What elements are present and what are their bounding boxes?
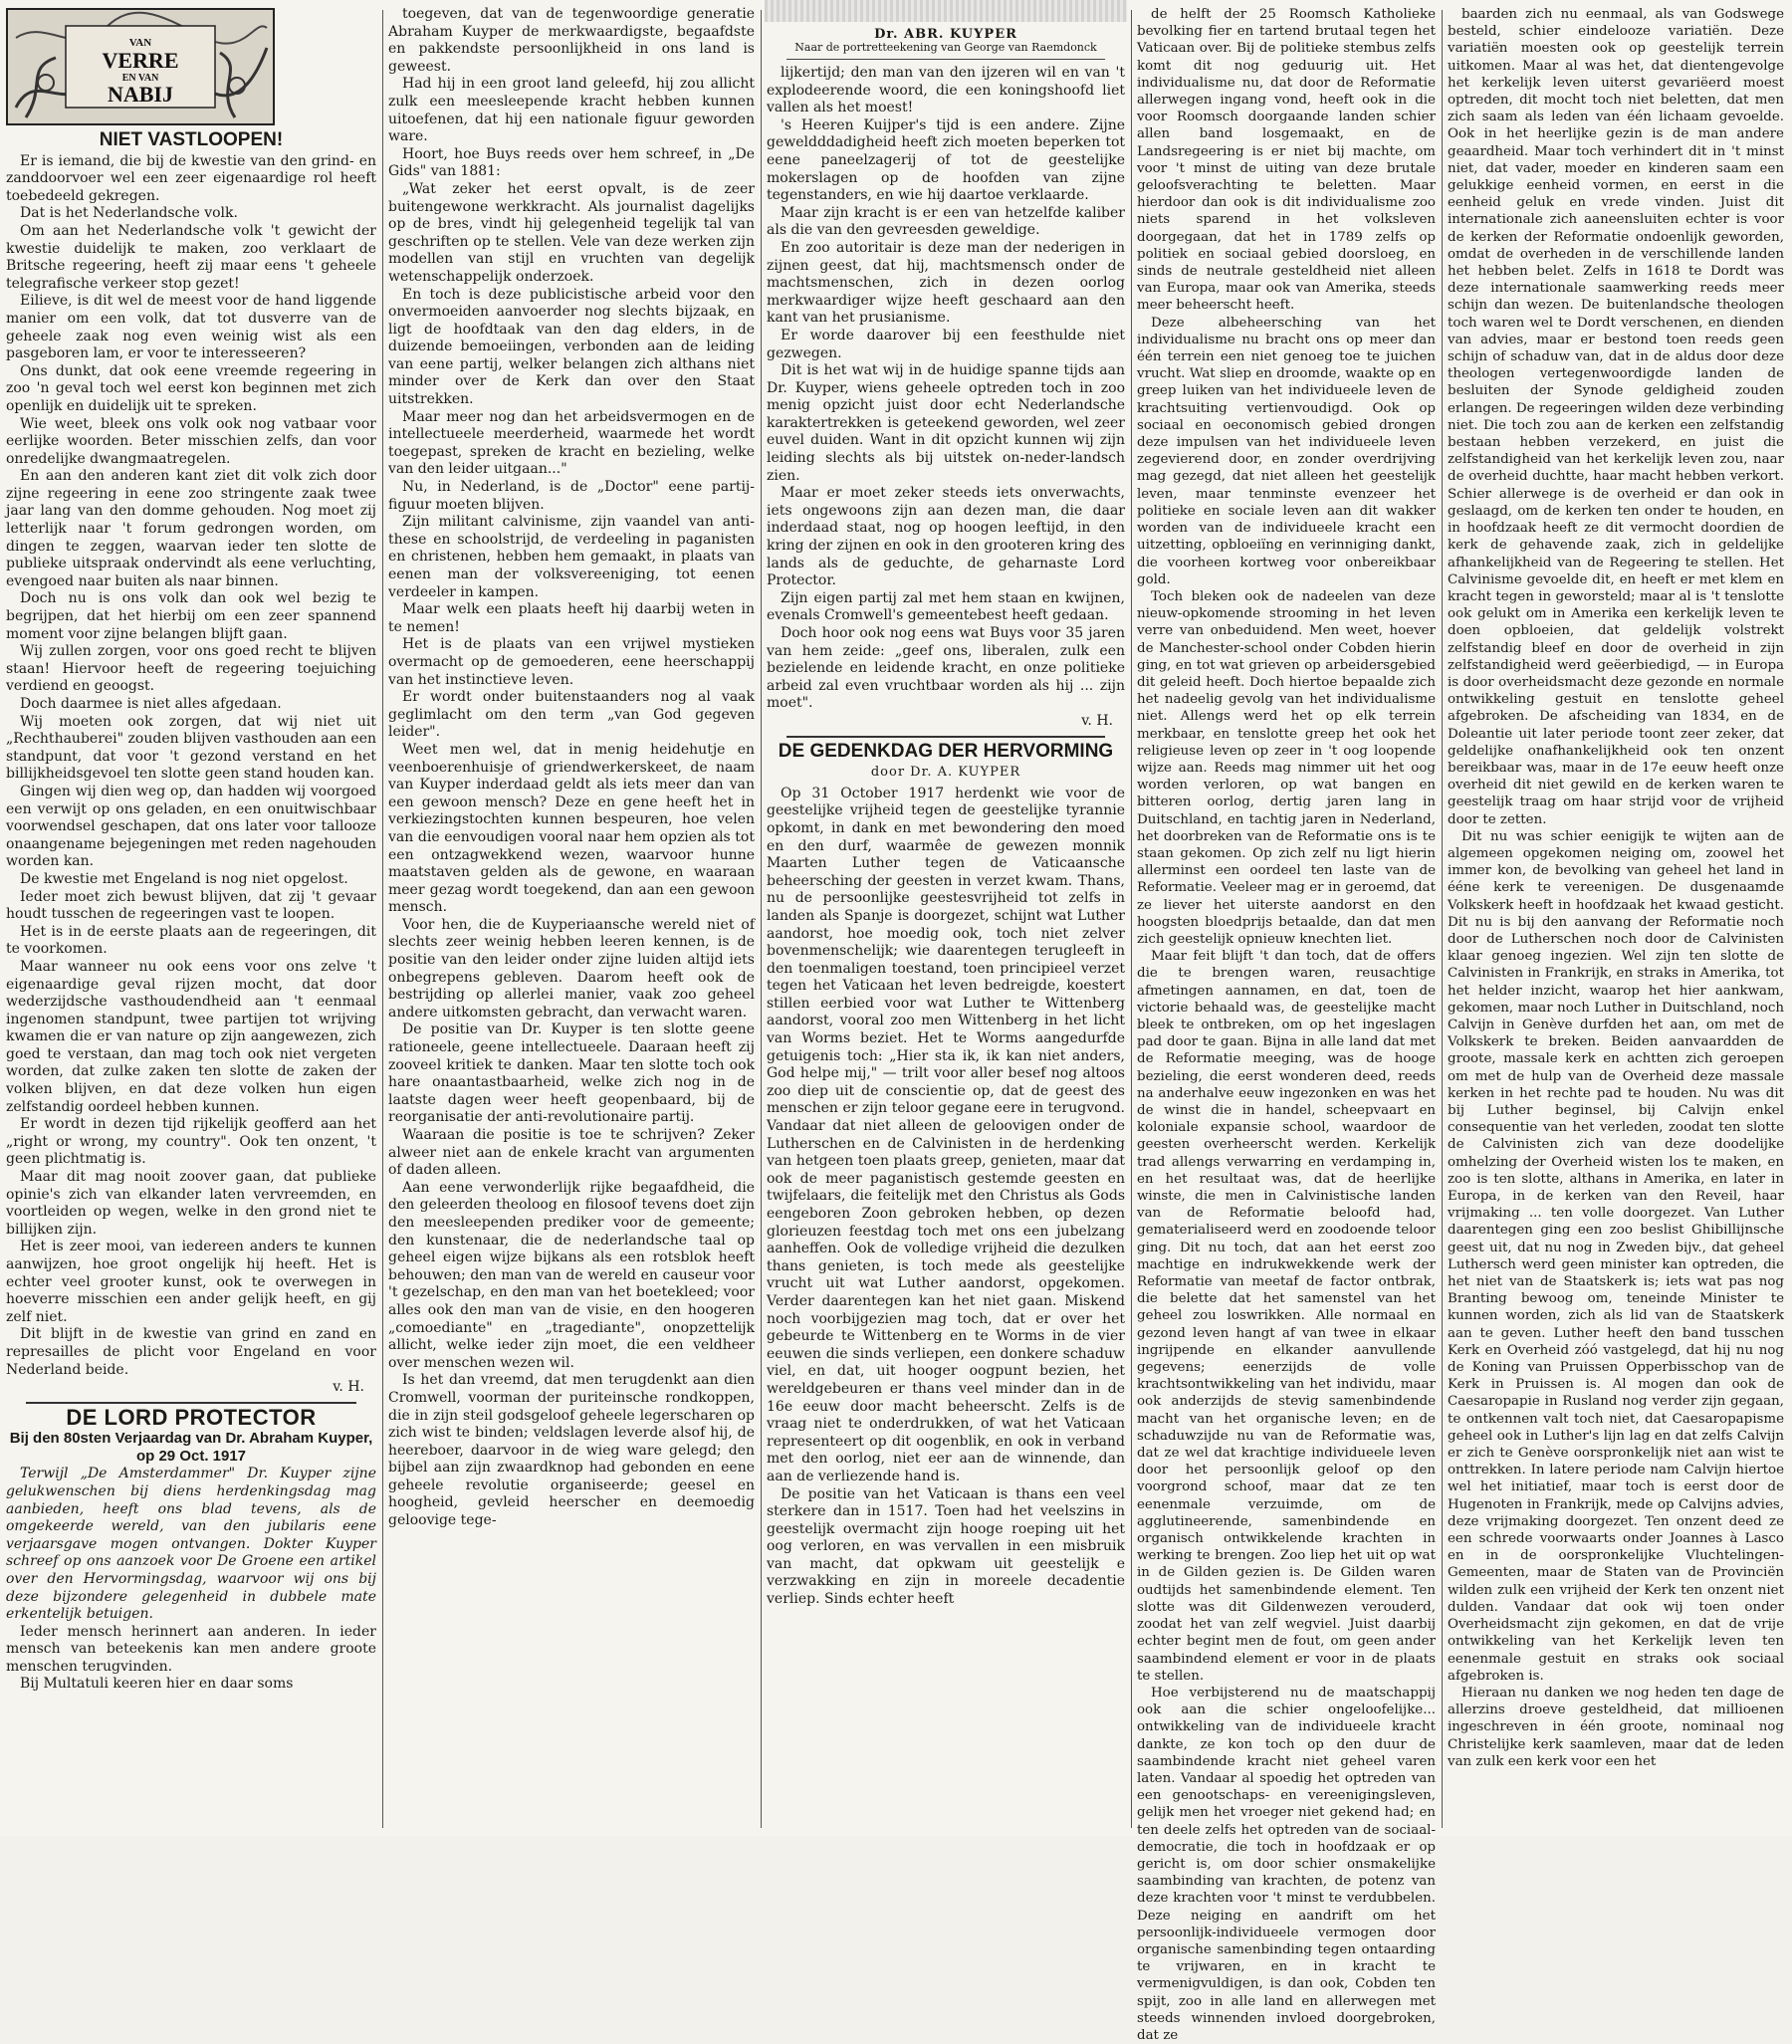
- svg-text:VERRE: VERRE: [102, 48, 179, 73]
- paragraph: De positie van het Vaticaan is thans een veel sterkere dan in 1517. Toen had het veelszins in geestelijk overmacht zijn hooge roeping uit het oog verloren, en was vervallen in een misbruik van macht, dat opkwam uit geestelijk e verzwakking en zijn in moreele decadentie verliep. Sinds echter heeft: [767, 1485, 1125, 1608]
- paragraph: Maar dit mag nooit zoover gaan, dat publieke opinie's zich van elkander laten vervreemden, en voortleiden op wegen, welke in den grond niet te billijken zijn.: [6, 1169, 376, 1238]
- column-rule: [382, 10, 383, 1828]
- paragraph: Er worde daarover bij een feesthulde niet gezwegen.: [767, 327, 1125, 361]
- paragraph: Nu, in Nederland, is de „Doctor" eene partij-figuur moeten blijven.: [388, 479, 755, 513]
- paragraph: „Wat zeker het eerst opvalt, is de zeer buitengewone werkkracht. Als journalist dagelijks op de bres, vindt hij gelegenheid tegelijk tal van geschriften op te stellen. Vele van deze werken zijn modellen van stijl en vruchten van degelijk wetenschappelijk onderzoek.: [388, 180, 755, 285]
- article-byline: door Dr. A. KUYPER: [870, 765, 1021, 781]
- portrait-caption-name: Dr. ABR. KUYPER: [874, 27, 1017, 42]
- column-5: [1448, 6, 1784, 1830]
- paragraph: En toch is deze publicistische arbeid voor den onvermoeiden aanvoerder nog slechts bijzaak, en ligt de hoofdtaak van den dag elders, in de duizende bemoeiingen, verbonden aan de leiding van eene partij, welker belangen zich althans niet minder over de Kerk dan over den Staat uitstrekken.: [388, 286, 755, 408]
- paragraph: Ieder moet zich bewust blijven, dat zij 't gevaar houdt tusschen de regeeringen vast te loopen.: [6, 888, 376, 923]
- paragraph: Maar er moet zeker steeds iets onverwachts, iets ongewoons zijn aan dezen man, die daar inderdaad staat, nog op hoogen leeftijd, in den kring der zijnen en ook in den grooteren kring des lands als de geduchte, de geharnaste Lord Protector.: [767, 485, 1125, 589]
- svg-text:VAN: VAN: [128, 37, 152, 49]
- svg-text:EN VAN: EN VAN: [121, 73, 159, 84]
- signature: v. H.: [333, 1379, 364, 1396]
- column-rule: [761, 10, 762, 1828]
- column-2: [388, 6, 755, 1830]
- paragraph: Waaraan die positie is toe te schrijven? Zeker alweer niet aan de enkele kracht van argumenten of daden alleen.: [388, 1127, 755, 1179]
- paragraph: Zijn eigen partij zal met hem staan en kwijnen, evenals Cromwell's gemeentebest heeft gedaan.: [767, 589, 1125, 624]
- paragraph: Toch bleken ook de nadeelen van deze nieuw-opkomende strooming in het leven verre van onbeduidend. Men weet, hoever de Manchester-school onder Cobden hierin ging, en tot wat grieven op arbeidersgebied dit geleid heeft. Doch hiertoe bepaalde zich het nadeelig gevolg van het individualisme niet. Allengs werd het op elk terrein merkbaar, en tenslotte greep het ook het religieuse leven op zeer in 't oog loopende wijze aan. Reeds mag nimmer uit het oog worden verloren, op wat bangen en bitteren oorlog, dertig jaren lang in Duitschland, en tachtig jaren in Nederland, het doorbreken van de Reformatie ons is te staan gekomen. Op zich zelf nu ligt hierin allerminst een oordeel ten laste van de Reformatie. Veeleer mag er in geroemd, dat ze liever het uiterste aandorst en den hoogsten bloedprijs betaalde, dan dat men zich geestelijk opnieuw knechten liet.: [1137, 588, 1436, 947]
- article-title-niet-vastloopen: NIET VASTLOOPEN!: [99, 129, 284, 150]
- paragraph: Aan eene verwonderlijk rijke begaafdheid, die den geleerden theoloog en filosoof tevens doet zijn den meesleependen prediker voor de gemeente; den kunstenaar, die de nederlandsche taal op geheel eigen wijze bijkans als een rotsblok heeft behouwen; den man van de wereld en causeur voor 't gezelschap, en den man van het boetekleed; voor alles ook den man van de visie, en den hoogeren „comoediante" en „tragediante", onopzettelijk allicht, welke ieder zijn moet, die een veldheer over menschen wezen wil.: [388, 1179, 755, 1371]
- paragraph: Maar zijn kracht is er een van hetzelfde kaliber als die van den gevreesden geweldige.: [767, 204, 1125, 239]
- paragraph: 's Heeren Kuijper's tijd is een andere. Zijne geweldddadigheid heeft zich moeten beperken tot eene paneelzagerij of tot de geestelijke mokerslagen op de hoofden van zijne tegenstanders, en wie hij daartoe verklaarde.: [767, 116, 1125, 204]
- paragraph: En aan den anderen kant ziet dit volk zich door zijne regeering in eene zoo stringente zaak twee jaar lang van den domme gehouden. Nog moet zij letterlijk naar 't forum gedrongen worden, om dingen te zeggen, waarvan ieder ten slotte de publieke uitspraak ondervindt als eene verluchting, evengoed naar buiten als naar binnen.: [6, 468, 376, 589]
- paragraph: Dit blijft in de kwestie van grind en zand en represailles de plicht voor Engeland en voor Nederland beide.: [6, 1326, 376, 1378]
- paragraph: Terwijl „De Amsterdammer" Dr. Kuyper zijne gelukwenschen bij diens herdenkingsdag mag aanbieden, heeft ons blad tevens, als de omgekeerde wereld, van den jubilaris eene verjaarsgave mogen ontvangen. Dokter Kuyper schreef op ons aanzoek voor De Groene een artikel over den Hervormingsdag, waarvoor wij ons bij deze bijzondere gelegenheid in dubbele mate erkentelijk betuigen.: [6, 1466, 376, 1623]
- paragraph: Eilieve, is dit wel de meest voor de hand liggende manier om een volk, dat tot dusverre van de geheele zaak nog even weinig wist als een pasgeboren lam, er voor te interesseeren?: [6, 293, 376, 362]
- paragraph: Maar feit blijft 't dan toch, dat de offers die te brengen waren, reusachtige afmetingen aannamen, en dat, toen de victorie behaald was, de geestelijke macht bleek te ontbreken, om op het ingeslagen pad door te gaan. Bijna in alle land dat met de Reformatie meeging, was de hooge bezieling, die eerst wonderen deed, reeds na anderhalve eeuw ingezonken en was het de winst die in handel, scheepvaart en koloniale expansie school, waardoor de geesten overheerscht werden. Kerkelijk trad allengs verwarring en verdamping in, en het resultaat was, dat de heerlijke winste, die men in Calvinistische landen van de Reformatie beloofd had, gematerialiseerd werd en zoodoende teloor ging. Dit nu toch, dat aan het eerst zoo machtige en indrukwekkende werk der Reformatie van meetaf de factor ontbrak, die belette dat het samenstel van het geheel zou loswrikken. Alle normaal en gezond leven hangt af van twee in elkaar ingrijpende en elkander aanvullende gegevens; eenerzijds de volle krachtsontwikkeling van het individu, maar ook anderzijds de stevig samenbindende macht van het organische leven; en de schaduwzijde nu van de Reformatie was, dat ze wel dat krachtige individueele leven door het persoonlijk geloof op den voorgrond schoof, maar dat ze ten eenenmale verzuimde, om de agglutineerende, samenbindende en organisch ontwikkelende krachten in werking te brengen. Zoo liep het uit op wat in de Gilden gezien is. De Gilden waren oudtijds het samenbindende element. Ten slotte was dit Gildenwezen verouderd, zoodat het van zelf wegviel. Juist daarbij echter begint men de fout, om geen ander saambindend element er voor in de plaats te stellen.: [1137, 949, 1436, 1684]
- paragraph: Weet men wel, dat in menig heidehutje en veenboerenhuisje of griendwerkerskeet, de naam van Kuyper inderdaad geldt als iets meer dan van een gewoon mensch? Deze en gene heeft het in verkiezingstochten kunnen bespeuren, hoe velen van die eenvoudigen vooral naar hem opzien als tot een ontzagwekkend wezen, waarvoor hunne maatstaven gelden als de gewone, en waaraan meer gezag wordt toegekend, dan aan een gewoon mensch.: [388, 741, 755, 916]
- article-body-niet-vastloopen: [6, 153, 376, 1397]
- paragraph: Er wordt in dezen tijd rijkelijk geofferd aan het „right or wrong, my country". Ook ten onzent, 't geen plichtmatig is.: [6, 1116, 376, 1168]
- paragraph: Er is iemand, die bij de kwestie van den grind- en zanddoorvoer wel een zeer eigenaardige rol heeft toebedeeld gekregen.: [6, 152, 376, 204]
- paragraph: Maar wanneer nu ook eens voor ons zelve 't eigenaardige geval rijzen mocht, dat door wederzijdsche vasthoudendheid aan 't eenmaal ingenomen standpunt, twee partijen tot wrijving kwamen die er van nature op zijn aangewezen, zich goed te verstaan, dan mag toch ook niet vergeten worden, dat zulke zaken ten slotte de zaken der volken blijven, en dat deze volken hun eigen zelfstandig oordeel hebben kunnen.: [6, 958, 376, 1115]
- portrait-image-fragment: [765, 0, 1127, 22]
- paragraph: toegeven, dat van de tegenwoordige generatie Abraham Kuyper de merkwaardigste, begaafdste en pakkendste persoonlijkheid in ons land is geweest.: [388, 6, 755, 75]
- paragraph: baarden zich nu eenmaal, als van Godswege besteld, schier eindelooze variatiën. Deze variatiën moesten ook op geestelijk terrein uitkomen. Maar al was het, dat dientengevolge het kerkelijk leven uiterst gevariëerd moest optreden, dit mocht toch niet beletten, dat men zich saam als leden van één lichaam gevoelde. Ook in het heerlijke gezin is de man andere geaardheid. Maar toch verhindert dit in 't minst niet, dat vader, moeder en kinderen saam een gelukkige eenheid vormen, en eerst in die eenheid geluk en vrede vinden. Juist dit internationale zich aaneensluiten echter is voor de kerken der Reformatie ondoenlijk geworden, omdat de overheden in de verschillende landen het hebben belet. Zelfs in 1618 te Dordt was deze internationale saamwerking reeds meer schijn dan wezen. De buitenlandsche theologen toch waren wel te Dordt verschenen, en dienden van advies, maar er bestond toen reeds geen schijn of schaduw van, dat in de aldus door deze theologen vertegenwoordigde landen de besluiten der Synode geldigheid zouden erlangen. De regeeringen wilden deze verbinding niet. Die toch zou aan de kerken een zelfstandig bestaan hebben verzekerd, en juist die zelfstandigheid van het kerkelijk leven zou, naar de overheid duchtte, haar macht hebben verkort. Schier allerwege is de overheid er dan ook in geslaagd, om de kerken ten onder te houden, en in hoofdzaak heeft ze dit vermocht doordien de kerk de gehavende zaak, zich in geldelijke afhankelijkheid van de Regeering te stellen. Het Calvinisme gevoelde dit, en heeft er met klem en kracht tegen in geworsteld; maar al is 't tenslotte ook gelukt om in Amerika een kerkelijk leven te doen opbloeien, dat geldelijk volstrekt zelfstandig bleef en door de overheid in zijn zelfstandigheid werd geëerbiedigd, — in Europa is door overheidsmacht deze gezonde en normale ontwikkeling gestuit en tenslotte geheel afgebroken. De afscheiding van 1834, en de Doleantie uit later periode toont zeer zeker, dat geldelijke onafhankelijkheid ook ten onzent bereikbaar was, maar in de 17e eeuw heeft onze overheid dit niet gewild en de kerken waren te geestelijk traag om haar strijd voor de vrijheid door te zetten.: [1448, 7, 1784, 827]
- paragraph: De kwestie met Engeland is nog niet opgelost.: [20, 870, 348, 887]
- column-rule: [1131, 10, 1132, 1828]
- paragraph: Gingen wij dien weg op, dan hadden wij voorgoed een verwijt op ons geladen, en een onuitwischbaar voorwendsel geschapen, dat ons later voor tallooze onaangename bejegeningen met reden nagehouden worden kan.: [6, 783, 376, 870]
- divider: [26, 1402, 356, 1404]
- paragraph: Deze albeheersching van het individualisme nu bracht ons op meer dan één terrein een niet genoeg toe te juichen vrucht. Wat sliep en droomde, waakte op en greep luiken van het individueele leven de krachtsuiting vertienvoudigd. Ook op sociaal en oeconomisch gebied drongen deze impulsen van het individueele leven zegevierend door, en zonder overdrijving mag gezegd, dat niet alleen het geestelijk leven, maar tenminste evenzeer het politieke en sociale leven aan dit wakker worden van de individueele kracht een uitzetting, opbloeiïng en verinniging dankt, die voorheen kortweg voor onbereikbaar gold.: [1137, 315, 1436, 587]
- paragraph: De positie van Dr. Kuyper is ten slotte geene rationeele, geene intellectueele. Daaraan heeft zij zooveel kritiek te danken. Maar ten slotte toch ook hare onaantastbaarheid, welke zich nog in de laatste dagen weer heeft geopenbaard, bij de reorganisatie der anti-revolutionaire partij.: [388, 1022, 755, 1126]
- paragraph: Het is de plaats van een vrijwel mystieken overmacht op de gemoederen, eene heerschappij van het instinctieve leven.: [388, 636, 755, 688]
- paragraph: lijkertijd; den man van den ijzeren wil en van 't explodeerende woord, die een koningshoofd liet vallen als het moest!: [767, 65, 1125, 116]
- paragraph: Het is in de eerste plaats aan de regeeringen, dit te voorkomen.: [6, 923, 376, 958]
- paragraph: Er wordt onder buitenstaanders nog al vaak geglimlacht om den term „van God gegeven leider".: [388, 689, 755, 741]
- article-body-lord-protector: [6, 1466, 376, 1694]
- article-title-gedenkdag: DE GEDENKDAG DER HERVORMING: [778, 740, 1114, 762]
- paragraph: Wie weet, bleek ons volk ook nog vatbaar voor eerlijke woorden. Beter misschien zelfs, dan voor onredelijke dwangmaatregelen.: [6, 415, 376, 467]
- column-1: [6, 6, 376, 1830]
- paragraph: Het is zeer mooi, van iedereen anders te kunnen aanwijzen, hoe groot ongelijk hij heeft. Het is echter veel grooter kunst, ook te overwegen in hoeverre misschien een ander gelijk heeft, en gij zelf niet.: [6, 1239, 376, 1325]
- paragraph: Hoort, hoe Buys reeds over hem schreef, in „De Gids" van 1881:: [388, 145, 755, 180]
- paragraph: Doch hoor ook nog eens wat Buys voor 35 jaren van hem zeide: „geef ons, liberalen, zulk een bezielende en leidende kracht, en onze politieke arbeid zal even vruchtbaar worden als hij ... zijn moet".: [767, 625, 1125, 712]
- article-title-lord-protector: DE LORD PROTECTOR: [66, 1404, 317, 1430]
- paragraph: Ieder mensch herinnert aan anderen. In ieder mensch van beteekenis kan men andere groote menschen terugvinden.: [6, 1623, 376, 1675]
- paragraph: de helft der 25 Roomsch Katholieke bevolking fier en tartend brutaal tegen het Vaticaan over. Bij de politieke stembus zelfs komt dit nog geduurig uit. Het individualisme nu, dat door de Reformatie allerwegen ingang vond, heeft ook in die voor Roomsch doorgaande landen schier allen band losgemaakt, en de Landsregeering is er niet bij machte, om voor 't minst de uiting van deze brutale geloofsverachting te beletten. Maar hierdoor dan ook is dit individualisme zoo niets sparend in het volksleven doorgegaan, dat het in 1789 zelfs op politiek en sociaal gebied doorsloeg, en sinds de neutrale gesteldheid niet alleen van Europa, maar ook van Amerika, steeds meer beheerscht heeft.: [1137, 7, 1436, 314]
- divider: [786, 59, 1105, 60]
- svg-text:NABIJ: NABIJ: [107, 82, 174, 107]
- paragraph: Had hij in een groot land geleefd, hij zou allicht zulk een meesleepende kracht hebben kunnen uitoefenen, dat hij een nationale figuur geworden ware.: [388, 76, 755, 145]
- column-rule: [1442, 10, 1443, 1828]
- van-verre-en-van-nabij-logo: [6, 8, 275, 125]
- paragraph: Maar meer nog dan het arbeidsvermogen en de intellectueele meerderheid, waarmede het wordt toegepast, spreken de kracht en bezieling, welke van den leider uitgaan...": [388, 408, 755, 478]
- paragraph: Dat is het Nederlandsche volk.: [20, 205, 238, 222]
- paragraph: En zoo autoritair is deze man der nederigen in zijnen geest, dat hij, machtsmensch onder de machtsmenschen, zich in dezen oorlog merkwaardiger wijze heeft geschaard aan den kant van het prusianisme.: [767, 239, 1125, 327]
- paragraph: Hieraan nu danken we nog heden ten dage de allerzins droeve gesteldheid, dat millioenen ingeschreven in één groote, nominaal nog Christelijke kerk saamleven, maar dat de leden van zulk een kerk voor een het: [1448, 1685, 1784, 1769]
- column-3: [767, 6, 1125, 1830]
- paragraph: Wij moeten ook zorgen, dat wij niet uit „Rechthauberei" zouden blijven vasthouden aan een standpunt, dat voor 't gezond verstand en het billijkheidsgevoel ten slotte geen stand houden kan.: [6, 713, 376, 783]
- divider: [786, 736, 1105, 738]
- paragraph: Om aan het Nederlandsche volk 't gewicht der kwestie duidelijk te maken, zoo verklaart de Britsche regeering, heeft zij maar eens 't geheele telegrafische verkeer stop gezet!: [6, 222, 376, 292]
- paragraph: Hoe verbijsterend nu de maatschappij ook aan die schier ongeloofelijke... ontwikkeling van de individueele kracht dankte, ze kon toch op den duur de saambindende kracht niet geheel varen laten. Vandaar al spoedig het optreden van een genootschaps- en vereenigingsleven, gelijk men het vroeger niet gekend had; en ten deele zelfs het optreden van de sociaal-democratie, die toch in hoofdzaak er op gericht is, om door schier onsmakelijke saambinding van krachten, de potenz van deze krachten voor 't minst te verdubbelen. Deze neiging en aandrift om het persoonlijk-individueele vermogen door organische samenbinding tegen ontaarding te vrijwaren, en in kracht te vermenigvuldigen, is dan ook, Cobden ten spijt, zoo in alle land en allerwegen met steeds winnenden invloed doorgebroken, dat ze: [1137, 1685, 1436, 2043]
- paragraph: Doch nu is ons volk dan ook wel bezig te begrijpen, dat het hierbij om een zeer spannend moment voor zijne belangen blijft gaan.: [6, 590, 376, 642]
- paragraph: Wij zullen zorgen, voor ons goed recht te blijven staan! Hiervoor heeft de regeering toejuiching verdiend en geoogst.: [6, 643, 376, 695]
- signature: v. H.: [1081, 712, 1113, 729]
- paragraph: Voor hen, die de Kuyperiaansche wereld niet of slechts zeer weinig hebben leeren kennen, is de positie van den leider onder zijne luiden altijd iets onbegrepens gebleven. Daarom heeft ook de bestrijding op allerlei manier, vaak zoo geheel andere uitkomsten gebracht, dan verwacht waren.: [388, 916, 755, 1021]
- paragraph: Maar welk een plaats heeft hij daarbij weten in te nemen!: [388, 601, 755, 635]
- portrait-caption-source: Naar de portretteekening van George van Raemdonck: [794, 41, 1097, 54]
- paragraph: Op 31 October 1917 herdenkt wie voor de geestelijke vrijheid tegen de geestelijke tyrannie opkomt, in dank en met bewondering den moed en den durf, waarmêe de gewezen monnik Maarten Luther tegen de Vaticaansche beheersching der geesten in verzet kwam. Thans, nu de persoonlijke geestesvrijheid tot zelfs in landen als Spanje is doorgezet, schijnt wat Luther aandorst, hoe moedig ook, toch niet zelver bovenmenschelijk; wie daarentegen terugleeft in den toenmaligen toestand, toen principieel verzet tegen het Vaticaan het leven bedreigde, koestert stillen eerbied voor wat Luther te Wittenberg aandorst, vooral zoo men Wittenberg in het licht van Worms beziet. Het te Worms aangedurfde getuigenis toch: „Hier sta ik, ik kan niet anders, God helpe mij," — trilt voor aller besef nog altoos zoo diep uit de conscientie op, dat de geest des menschen er zijn teloor gegane eere in terugvond. Vandaar dat niet alleen de geloovigen onder de Lutherschen en de Calvinisten in de herdenking van hetgeen toen plaats greep, genieten, maar dat ook de meer paganistisch gestemde geesten en twijfelaars, die feitelijk met den Christus als Gods eengeboren Zoon gebroken hebben, op dezen glorieuzen feestdag toch met ons een jubelzang aanheffen. Ook de volledige vrijheid die dezulken thans genieten, is toch mede als geestelijke vrucht uit wat Luther aandorst, opgekomen. Verder daarentegen kan het niet gaan. Miskend noch voorbijgezien mag toch, dat er over het gebeurde te Wittenberg en te Worms in de vier eeuwen die sinds verliepen, een donkere schaduw viel, en dat, uit hooger oogpunt bezien, het wereldgebeuren er thans veel minder dan in de 16e eeuw door macht beheerscht. Zelfs is de vraag niet te onderdrukken, of wat het Vaticaan representeert op dit oogenblik, en ook in verband met den oorlog, niet eer aan de winnende, dan aan de verliezende hand is.: [767, 785, 1125, 1484]
- paragraph: Bij Multatuli keeren hier en daar soms: [20, 1676, 294, 1693]
- column-4: [1137, 6, 1436, 2043]
- paragraph: Dit nu was schier eenigijk te wijten aan de algemeen opgekomen neiging om, zoowel het immer kon, de bevolking van geheel het land in ééne kerk te vereenigen. De dusgenaamde Volkskerk heeft in hoofdzaak het kwaad gesticht. Dit nu is bij den aanvang der Reformatie noch door de Lutherschen noch door de Calvinisten klaar genoeg ingezien. Wel zijn ten slotte de Calvinisten in Frankrijk, en straks in Amerika, tot het helder inzicht, waarop het hier aankwam, gekomen, maar noch Luther in Duitschland, noch Calvijn in Genève durfden het aan, om met de Volkskerk te breken. Beiden aanvaardden de groote, massale kerk en achtten zich geroepen om met de hulp van de Overheid deze massale kerken in het rechte pad te houden. Nu was dit bij Luther beginsel, bij Calvijn enkel consequentie van het verleden, zoodat ten slotte de Calvinisten zich van deze doodelijke omhelzing der Overheid wisten los te maken, en zoo is ten slotte, althans in Amerika, en later in Europa, in de kerken van den Reveil, haar vrijmaking ... ten volle doorgezet. Van Luther daarentegen ging een zoo beslist Ghibillijnsche geest uit, dat nu nog in Zweden bijv., dat geheel Luthersch werd geen minister kan optreden, die het niet van de Staatskerk is; iets wat pas nog Branting bewoog om, teneinde Minister te kunnen worden, zich als lid van de Staatskerk aan te geven. Luther heeft den band tusschen Kerk en Overheid zóó vastgelegd, dat hij nu nog de Koning van Pruissen Opperbisschop van de Kerk in Pruissen is. Al mogen dan ook de Caesaropapie in Rusland nog verder zijn gegaan, te ontkennen valt toch niet, dat Caesaropapisme geheel ook in Luther's lijn lag en dat zelfs Calvijn er zich te Genève oorspronkelijk niet aan wist te onttrekken. In latere periode nam Calvijn hiertoe wel het initiatief, maar toch is eerst door de Hugenoten in Frankrijk, mede op Calvijns advies, deze vrijmaking doorgezet. Ten onzent deed ze een schrede voorwaarts onder Joannes à Lasco en in de oorspronkelijke Vluchtelingen-Gemeenten, maar de Staten van de Provinciën wilden zulk een vrijheid der Kerk ten onzent niet dulden. Vandaar dat ook wij toen onder Overheidsmacht zijn gekomen, en dat de vrije ontwikkeling van het Kerkelijk leven ten eenenmale gestuit en straks ook sociaal afgebroken is.: [1448, 828, 1784, 1684]
- paragraph: Ons dunkt, dat ook eene vreemde regeering in zoo 'n geval toch wel eerst kon beginnen met zich openlijk en duidelijk uit te spreken.: [6, 362, 376, 414]
- paragraph: Doch daarmee is niet alles afgedaan.: [20, 696, 282, 712]
- paragraph: Zijn militant calvinisme, zijn vaandel van anti-these en schoolstrijd, de verdeeling in paganisten en christenen, hebben hem gemaakt, in plaats van eenen man der volksvereeniging, tot eenen verdeeler in kampen.: [388, 514, 755, 600]
- paragraph: Is het dan vreemd, dat men terugdenkt aan dien Cromwell, voorman der puriteinsche rondkoppen, die in zijn steil godsgeloof geheele legerscharen op zich wist te binden; veldslagen leverde alsof hij, de heereboer, daarvoor in de wieg ware gelegd; den bijbel aan zijn zwaardknop had gebonden en eene geheele revolutie organiseerde; geesel en hoogheid, gevleid heerscher en deemoedig geloovige tege-: [388, 1372, 755, 1529]
- article-subtitle: Bij den 80sten Verjaardag van Dr. Abraham Kuyper, op 29 Oct. 1917: [9, 1430, 373, 1466]
- paragraph: Dit is het wat wij in de huidige spanne tijds aan Dr. Kuyper, wiens geheele optreden toch in zoo menig opzicht juist door echt Nederlandsche karaktertrekken is geteekend geworden, wel zeer euvel duiden. Want in dit opzicht kunnen wij zijn leiding slechts als bij uitstek on-neder-landsch zien.: [767, 362, 1125, 484]
